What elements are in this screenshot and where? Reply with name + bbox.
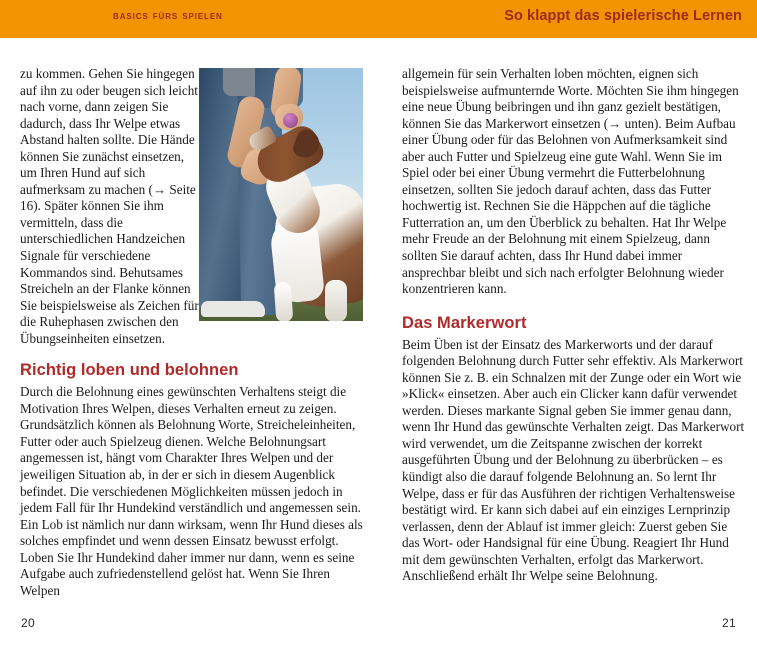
photo-dog-toy <box>283 113 298 128</box>
running-head-band <box>0 0 757 38</box>
photo-dog-front-leg <box>274 281 294 321</box>
heading-richtig-loben-und-belohnen: Richtig loben und belohnen <box>20 361 239 380</box>
left-paragraph-1: zu kommen. Gehen Sie hingegen auf ihn zu oder beugen sich leicht nach vorne, dann zeigen Sie dadurch, dass Ihr Welpe etwas Abstand halten sollte. Die Hände können Sie zunächst einsetzen, um Ihren Hund auf sich aufmerksam zu machen (→ Seite 16). Später können Sie ihm vermitteln, dass die unterschiedlichen Handzeichen Signale für verschiedene Kommandos sind. Behutsames Streicheln an der Flanke können Sie beispielsweise als Zeichen für die Ruhephasen zwischen den Übungseinheiten einsetzen. <box>20 66 199 346</box>
left-paragraph-2: Durch die Belohnung eines gewünschten Verhaltens steigt die Motivation Ihres Welpen, dieses Verhalten erneut zu zeigen. Grundsätzlich können als Belohnung Worte, Streicheleinheiten, Futter oder auch Spielzeug dienen. Welche Belohnungsart angemessen ist, hängt vom Charakter Ihres Welpen und der jeweiligen Situation ab, in der er sich in diesem Augenblick befindet. Die verschiedenen Möglichkeiten müssen jedoch in jedem Fall für Ihr Hundekind verständlich und angemessen sein. Ein Lob ist nämlich nur dann wirksam, wenn Ihr Hund dieses als solches empfindet und wenn dessen Einsatz bewusst erfolgt. Loben Sie Ihr Hundekind daher immer nur dann, wenn es seine Aufgabe auch zufriedenstellend gelöst hat. Wenn Sie Ihren Welpen <box>20 384 363 598</box>
right-paragraph-2: Beim Üben ist der Einsatz des Markerworts und der darauf folgenden Belohnung durch Futter sehr effektiv. Als Markerwort können Sie z. B. ein Schnalzen mit der Zunge oder ein Wort wie »Klick« einsetzen. Aber auch ein Clicker kann dafür verwendet werden. Dieses markante Signal geben Sie immer genau dann, wenn Ihr Hund das gewünschte Verhalten zeigt. Das Markerwort wird verwendet, um die Zeitspanne zwischen der korrekt ausgeführten Übung und der Belohnung zu überbrücken – es kündigt also die darauf folgende Belohnung an. So lernt Ihr Welpe, dass er für das Ausführen der richtigen Verhaltensweise bestätigt wird. Er kann sich dabei auf ein einziges Lernprinzip verlassen, denn der Ablauf ist immer gleich: Zuerst geben Sie das Wort- oder Handsignal für eine Übung. Reagiert Ihr Hund mit dem gewünschten Verhalten, erfolgt das Markerwort. Anschließend erhält Ihr Welpe seine Belohnung. <box>402 336 745 584</box>
puppy-training-photo <box>199 68 363 321</box>
left-text-column <box>20 66 363 599</box>
photo-human-shoe <box>201 301 265 317</box>
running-head-left: basics fürs spielen <box>113 10 223 22</box>
page-number-left: 20 <box>21 616 35 630</box>
right-paragraph-1: allgemein für sein Verhalten loben möchten, eignen sich beispielsweise aufmunternde Worte. Möchten Sie ihm hingegen eine neue Übung beibringen und ihn ganz gezielt bestätigen, können Sie das Markerwort einsetzen (→ unten). Beim Aufbau einer Übung oder für das Belohnen von Aufmerksamkeit sind aber auch Futter und Spielzeug eine gute Wahl. Wenn Sie im Spiel oder bei einer Übung vermehrt die Futterbelohnung einsetzen, sollten Sie jedoch darauf achten, dass das Futter hochwertig ist. Rechnen Sie die Häppchen auf die tägliche Futterration an, um den Überblick zu behalten. Hat Ihr Welpe mehr Freude an der Belohnung mit einem Spielzeug, dann sollten Sie darauf achten, dass Ihr Hund dabei immer ansprechbar bleibt und sich nach erfolgter Belohnung wieder konzentrieren kann. <box>402 66 739 297</box>
page-number-right: 21 <box>722 616 736 630</box>
photo-dog-hind-leg <box>325 280 347 321</box>
right-text-column <box>402 66 745 585</box>
heading-das-markerwort: Das Markerwort <box>402 313 527 332</box>
running-head-right: So klappt das spielerische Lernen <box>504 8 742 24</box>
